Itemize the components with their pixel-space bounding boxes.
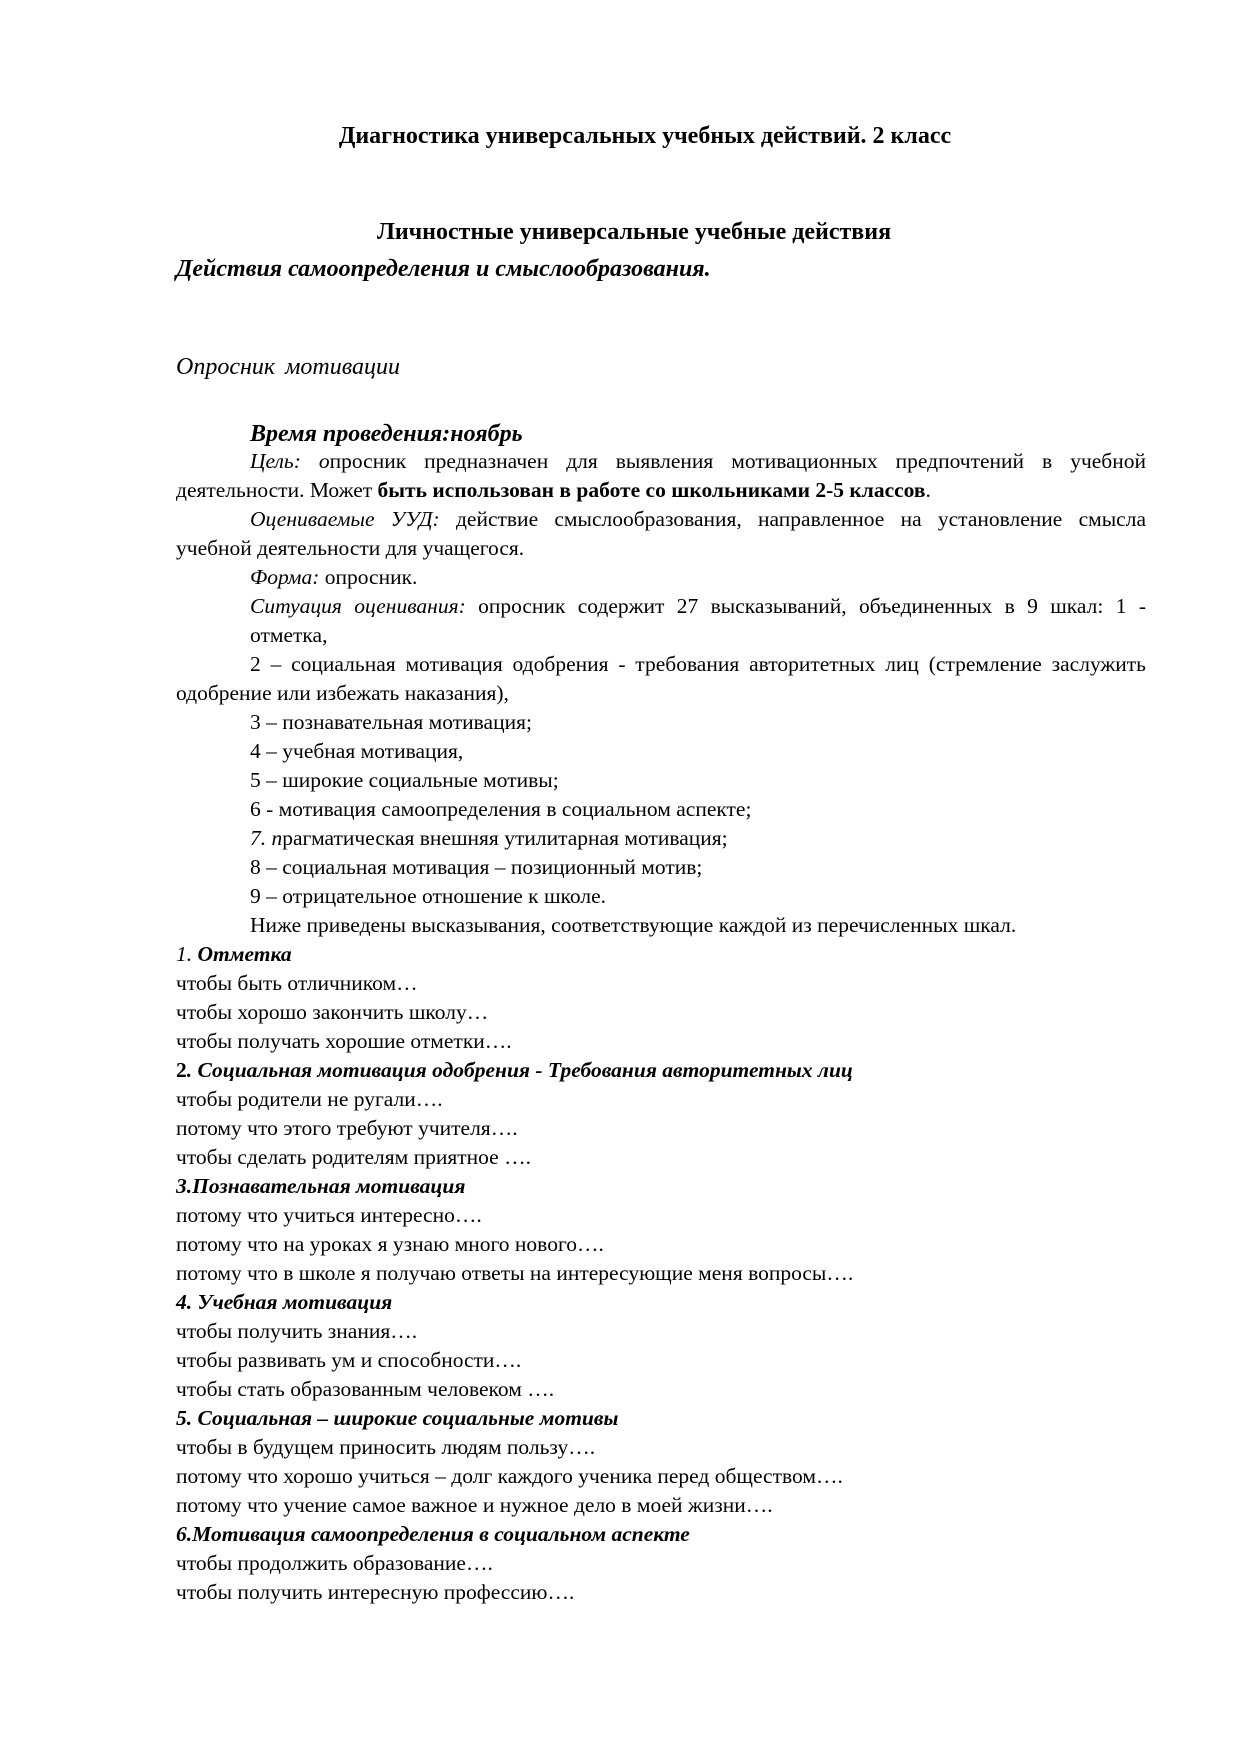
scale-item: 8 – социальная мотивация – позиционный мотив; — [250, 855, 703, 879]
group-number: 6. — [176, 1522, 193, 1546]
statement-item: чтобы хорошо закончить школу… — [176, 1000, 489, 1024]
body-text — [176, 447, 1146, 1607]
section-subtitle: Действия самоопределения и смыслообразования. — [176, 256, 711, 282]
group-heading — [176, 940, 1146, 969]
statement-item: потому что в школе я получаю ответы на интересующие меня вопросы…. — [176, 1261, 854, 1285]
group-3 — [176, 1172, 1146, 1288]
goal-label: Цель: о — [250, 449, 330, 473]
scale-item: 6 - мотивация самоопределения в социальном аспекте; — [250, 797, 752, 821]
scale-item — [176, 824, 1146, 853]
statements-intro: Ниже приведены высказывания, соответствующие каждой из перечисленных шкал. — [250, 913, 1017, 937]
group-number: 2 — [176, 1058, 187, 1082]
assessed-paragraph — [176, 505, 1146, 563]
group-5 — [176, 1404, 1146, 1520]
time-value: ноябрь — [450, 421, 523, 447]
group-title: Социальная – широкие социальные мотивы — [197, 1406, 619, 1430]
statement-item: чтобы сделать родителям приятное …. — [176, 1145, 531, 1169]
group-number: 4. — [176, 1290, 198, 1314]
group-title: Учебная мотивация — [197, 1290, 393, 1314]
group-heading — [176, 1404, 1146, 1433]
group-number: 1. — [176, 942, 198, 966]
form-text: опросник. — [319, 565, 418, 589]
situation-text: опросник содержит 27 высказываний, объединенных в 9 шкал: 1 - отметка, — [250, 594, 1146, 647]
statement-item: потому что этого требуют учителя…. — [176, 1116, 518, 1140]
statement-item: чтобы получать хорошие отметки…. — [176, 1029, 512, 1053]
statement-item: чтобы родители не ругали…. — [176, 1087, 443, 1111]
statement-item: чтобы в будущем приносить людям пользу…. — [176, 1435, 596, 1459]
group-title: Отметка — [197, 942, 292, 966]
group-heading — [176, 1172, 1146, 1201]
statement-item: чтобы быть отличником… — [176, 971, 418, 995]
document-title: Диагностика универсальных учебных действий. 2 класс — [338, 123, 952, 149]
statement-item: потому что на уроках я узнаю много нового…. — [176, 1232, 604, 1256]
scale-item: 4 – учебная мотивация, — [250, 739, 464, 763]
scale-7-text: рагматическая внешняя утилитарная мотивация; — [282, 826, 728, 850]
group-6 — [176, 1520, 1146, 1607]
goal-paragraph — [176, 447, 1146, 505]
goal-text-bold: быть использован в работе со школьниками 2-5 классов — [377, 478, 926, 502]
statement-item: чтобы получить знания…. — [176, 1319, 418, 1343]
scale-item: 2 – социальная мотивация одобрения - требования авторитетных лиц (стремление заслужить одобрение или избежать наказания), — [176, 652, 1146, 705]
scale-item: 5 – широкие социальные мотивы; — [250, 768, 559, 792]
group-heading — [176, 1288, 1146, 1317]
statement-item: чтобы стать образованным человеком …. — [176, 1377, 555, 1401]
statement-item: чтобы развивать ум и способности…. — [176, 1348, 522, 1372]
group-2 — [176, 1056, 1146, 1172]
group-title: Мотивация самоопределения в социальном аспекте — [192, 1522, 690, 1546]
group-number: 3. — [176, 1174, 193, 1198]
statement-item: чтобы продолжить образование…. — [176, 1551, 493, 1575]
assessed-text: действие смыслообразования, направленное на установление смысла учебной деятельности для учащегося. — [176, 507, 1146, 560]
scale-item: 9 – отрицательное отношение к школе. — [250, 884, 607, 908]
goal-text-start: просник предназначен для выявления мотивационных предпочтений в учебной деятельности. Может — [176, 449, 1146, 502]
time-line — [250, 420, 523, 449]
time-label: Время проведения: — [250, 421, 451, 447]
statement-item: потому что учиться интересно…. — [176, 1203, 482, 1227]
situation-paragraph — [176, 592, 1146, 650]
form-paragraph — [176, 563, 1146, 592]
group-heading — [176, 1520, 1146, 1549]
form-label: Форма: — [250, 565, 320, 589]
survey-title: Опросник мотивации — [176, 354, 401, 380]
statement-item: потому что учение самое важное и нужное дело в моей жизни…. — [176, 1493, 773, 1517]
statement-item: чтобы получить интересную профессию…. — [176, 1580, 575, 1604]
group-heading — [176, 1056, 1146, 1085]
statement-item: потому что хорошо учиться – долг каждого ученика перед обществом…. — [176, 1464, 843, 1488]
scale-7-number: 7. п — [250, 826, 283, 850]
group-title: Познавательная мотивация — [192, 1174, 466, 1198]
group-title: . Социальная мотивация одобрения - Требования авторитетных лиц — [186, 1058, 853, 1082]
group-1 — [176, 940, 1146, 1056]
situation-label: Ситуация оценивания: — [250, 594, 466, 618]
section-title: Личностные универсальные учебные действия — [376, 219, 892, 245]
scale-item: 3 – познавательная мотивация; — [250, 710, 532, 734]
assessed-label: Оцениваемые УУД: — [250, 507, 440, 531]
group-number: 5. — [176, 1406, 198, 1430]
group-4 — [176, 1288, 1146, 1404]
goal-text-end: . — [925, 478, 931, 502]
